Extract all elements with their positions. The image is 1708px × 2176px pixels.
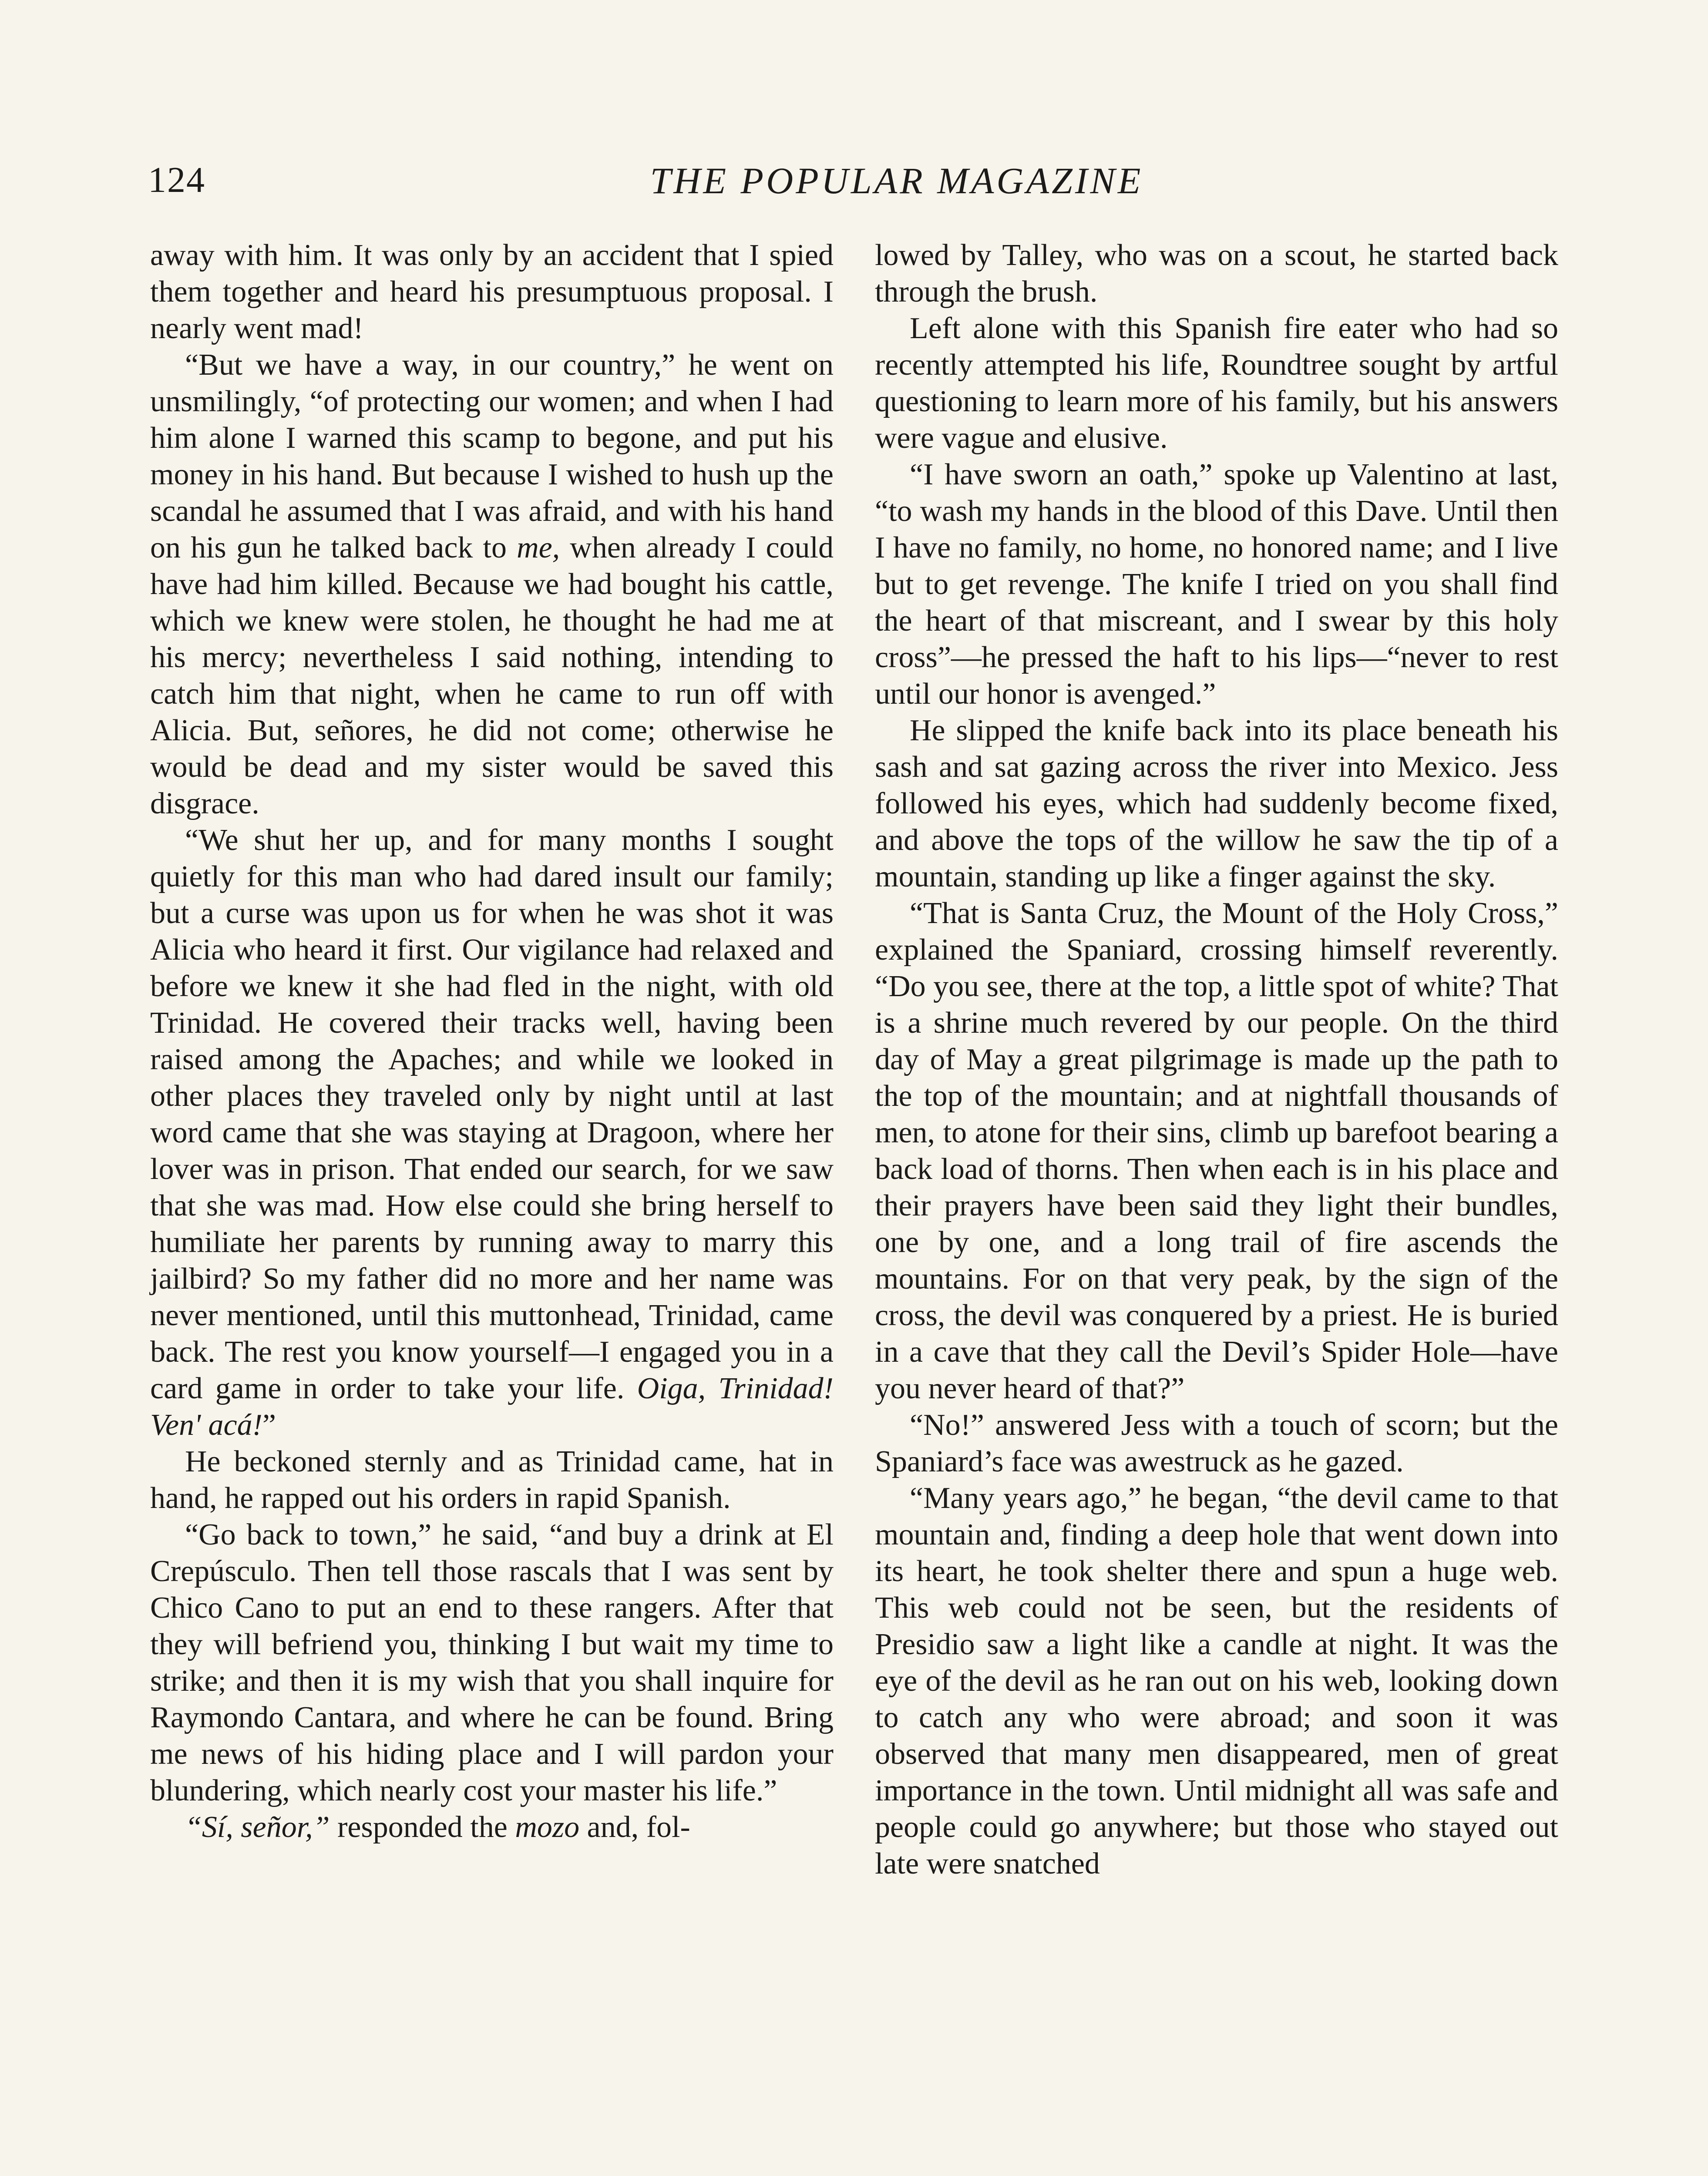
right-column: [875, 237, 1558, 1882]
paragraph: lowed by Talley, who was on a scout, he started back through the brush.: [875, 238, 1558, 309]
paragraph: He slipped the knife back into its place beneath his sash and sat gazing across the river into Mexico. Jess followed his eyes, which had suddenly become fixed, and above the tops of the willow he saw the tip of a mountain, standing up like a finger against the sky.: [875, 714, 1558, 893]
text-span: “We shut her up, and for many months I sought quietly for this man who had dared insult our family; but a curse was upon us for when he was shot it was Alicia who heard it first. Our vigilance had relaxed and before we knew it she had fled in the night, with old Trinidad. He covered their tracks well, having been raised among the Apaches; and while we looked in other places they traveled only by night until at last word came that she was staying at Dragoon, where her lover was in prison. That ended our search, for we saw that she was mad. How else could she bring herself to humiliate her parents by running away to marry this jailbird? So my father did no more and her name was never mentioned, until this muttonhead, Trinidad, came back. The rest you know yourself—I engaged you in a card game in order to take your life.: [150, 823, 834, 1405]
paragraph: away with him. It was only by an accident that I spied them together and heard his presumptuous proposal. I nearly went mad!: [150, 238, 834, 345]
running-head: THE POPULAR MAGAZINE: [650, 160, 1143, 201]
paragraph: “That is Santa Cruz, the Mount of the Holy Cross,” explained the Spaniard, crossing himself reverently. “Do you see, there at the top, a little spot of white? That is a shrine much revered by our people. On the third day of May a great pilgrimage is made up the path to the top of the mountain; and at nightfall thousands of men, to atone for their sins, climb up barefoot bearing a back load of thorns. Then when each is in his place and their prayers have been said they light their bundles, one by one, and a long trail of fire ascends the mountains. For on that very peak, by the sign of the cross, the devil was conquered by a priest. He is buried in a cave that they call the Devil’s Spider Hole—have you never heard of that?”: [875, 897, 1558, 1405]
paragraph: “No!” answered Jess with a touch of scorn; but the Spaniard’s face was awestruck as he gazed.: [875, 1408, 1558, 1478]
text-span: when already I could have had him killed. Because we had bought his cattle, which we knew were stolen, he thought he had me at his mercy; nevertheless I said nothing, intending to catch him that night, when he came to run off with Alicia. But, señores, he did not come; otherwise he would be dead and my sister would be saved this disgrace.: [150, 531, 834, 820]
paragraph: [150, 822, 834, 1444]
text-span: and, fol-: [579, 1810, 690, 1844]
emphasis: “Sí, señor,”: [185, 1810, 330, 1844]
left-column: [150, 237, 834, 1846]
paragraph: “Go back to town,” he said, “and buy a drink at El Crepúsculo. Then tell those rascals that I was sent by Chico Cano to put an end to these rangers. After that they will befriend you, thinking I but wait my time to strike; and then it is my wish that you shall inquire for Raymondo Cantara, and where he can be found. Bring me news of his hiding place and I will pardon your blundering, which nearly cost your master his life.”: [150, 1518, 834, 1807]
text-span: “But we have a way, in our country,” he went on unsmilingly, “of protecting our women; and when I had him alone I warned this scamp to begone, and put his money in his hand. But because I wished to hush up the scandal he assumed that I was afraid, and with his hand on his gun he talked back to: [150, 348, 834, 564]
text-span: ”: [262, 1408, 276, 1442]
emphasis: mozo: [515, 1810, 580, 1844]
page-number: 124: [148, 160, 205, 200]
paragraph: “Many years ago,” he began, “the devil came to that mountain and, finding a deep hole that went down into its heart, he took shelter there and spun a huge web. This web could not be seen, but the residents of Presidio saw a light like a candle at night. It was the eye of the devil as he ran out on his web, looking down to catch any who were abroad; and soon it was observed that many men disappeared, men of great importance in the town. Until midnight all was safe and people could go anywhere; but those who stayed out late were snatched: [875, 1481, 1558, 1880]
paragraph: “I have sworn an oath,” spoke up Valentino at last, “to wash my hands in the blood of this Dave. Until then I have no family, no home, no honored name; and I live but to get revenge. The knife I tried on you shall find the heart of that miscreant, and I swear by this holy cross”—he pressed the haft to his lips—“never to rest until our honor is avenged.”: [875, 458, 1558, 711]
paragraph: He beckoned sternly and as Trinidad came, hat in hand, he rapped out his orders in rapid Spanish.: [150, 1445, 834, 1515]
page-header: [148, 159, 1567, 215]
text-span: responded the: [329, 1810, 515, 1844]
paragraph: [150, 1809, 834, 1846]
emphasis: me,: [517, 531, 560, 564]
paragraph: [150, 347, 834, 822]
paragraph: Left alone with this Spanish fire eater who had so recently attempted his life, Roundtree sought by artful questioning to learn more of his family, but his answers were vague and elusive.: [875, 312, 1558, 455]
emphasis: Oiga, Trinidad! Ven' acá!: [150, 1372, 834, 1442]
